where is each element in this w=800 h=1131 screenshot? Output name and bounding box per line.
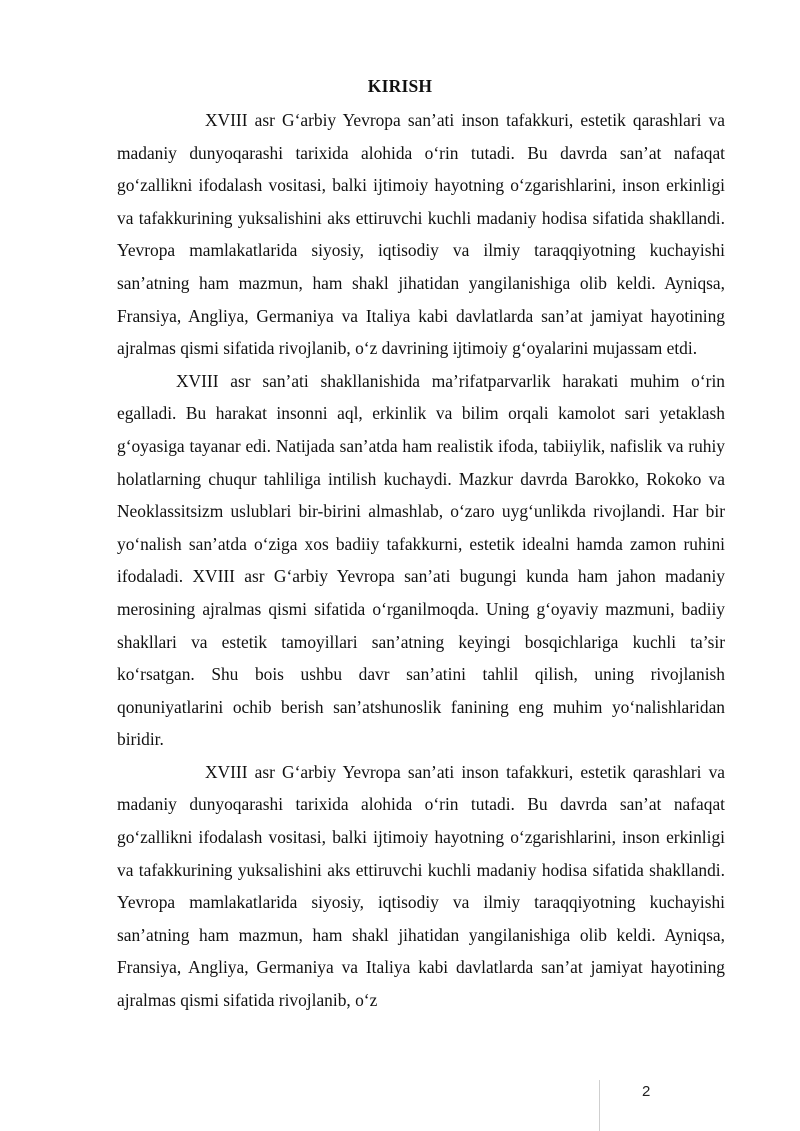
page-number-divider: [599, 1080, 600, 1131]
section-title: KIRISH: [367, 76, 433, 96]
page-number: 2: [642, 1083, 651, 1100]
paragraph-1: XVIII asr G‘arbiy Yevropa san’ati inson tafakkuri, estetik qarashlari va madaniy dunyoqarashi tarixida alohida o‘rin tutadi. Bu davrda san’at nafaqat go‘zallikni ifodalash vositasi, balki ijtimoiy hayotning o‘zgarishlarini, inson erkinligi va tafakkurining yuksalishini aks ettiruvchi kuchli madaniy hodisa sifatida shakllandi. Yevropa mamlakatlarida siyosiy, iqtisodiy va ilmiy taraqqiyotning kuchayishi san’atning ham mazmun, ham shakl jihatidan yangilanishiga olib keldi. Ayniqsa, Fransiya, Angliya, Germaniya va Italiya kabi davlatlarda san’at jamiyat hayotining ajralmas qismi sifatida rivojlanib, o‘z davrining ijtimoiy g‘oyalarini mujassam etdi.: [117, 110, 725, 359]
paragraph-3: XVIII asr G‘arbiy Yevropa san’ati inson tafakkuri, estetik qarashlari va madaniy dunyoqarashi tarixida alohida o‘rin tutadi. Bu davrda san’at nafaqat go‘zallikni ifodalash vositasi, balki ijtimoiy hayotning o‘zgarishlarini, inson erkinligi va tafakkurining yuksalishini aks ettiruvchi kuchli madaniy hodisa sifatida shakllandi. Yevropa mamlakatlarida siyosiy, iqtisodiy va ilmiy taraqqiyotning kuchayishi san’atning ham mazmun, ham shakl jihatidan yangilanishiga olib keldi. Ayniqsa, Fransiya, Angliya, Germaniya va Italiya kabi davlatlarda san’at jamiyat hayotining ajralmas qismi sifatida rivojlanib, o‘z: [117, 761, 725, 1011]
paragraph-2: XVIII asr san’ati shakllanishida ma’rifatparvarlik harakati muhim o‘rin egalladi. Bu harakat insonni aql, erkinlik va bilim orqali kamolot sari yetaklash g‘oyasiga tayanar edi. Natijada san’atda ham realistik ifoda, tabiiylik, nafislik va ruhiy holatlarning chuqur tahliliga intilish kuchaydi. Mazkur davrda Barokko, Rokoko va Neoklassitsizm uslublari bir-birini almashlab, o‘zaro uyg‘unlikda rivojlandi. Har bir yo‘nalish san’atda o‘ziga xos badiiy tafakkurni, estetik idealni hamda zamon ruhini ifodaladi. XVIII asr G‘arbiy Yevropa san’ati bugungi kunda ham jahon madaniy merosining ajralmas qismi sifatida o‘rganilmoqda. Uning g‘oyaviy mazmuni, badiiy shakllari va estetik tamoyillari san’atning keyingi bosqichlariga kuchli ta’sir ko‘rsatgan. Shu bois ushbu davr san’atini tahlil qilish, uning rivojlanish qonuniyatlarini ochib berish san’atshunoslik fanining eng muhim yo‘nalishlaridan biridir.: [117, 370, 725, 750]
body-text: [117, 104, 725, 1017]
